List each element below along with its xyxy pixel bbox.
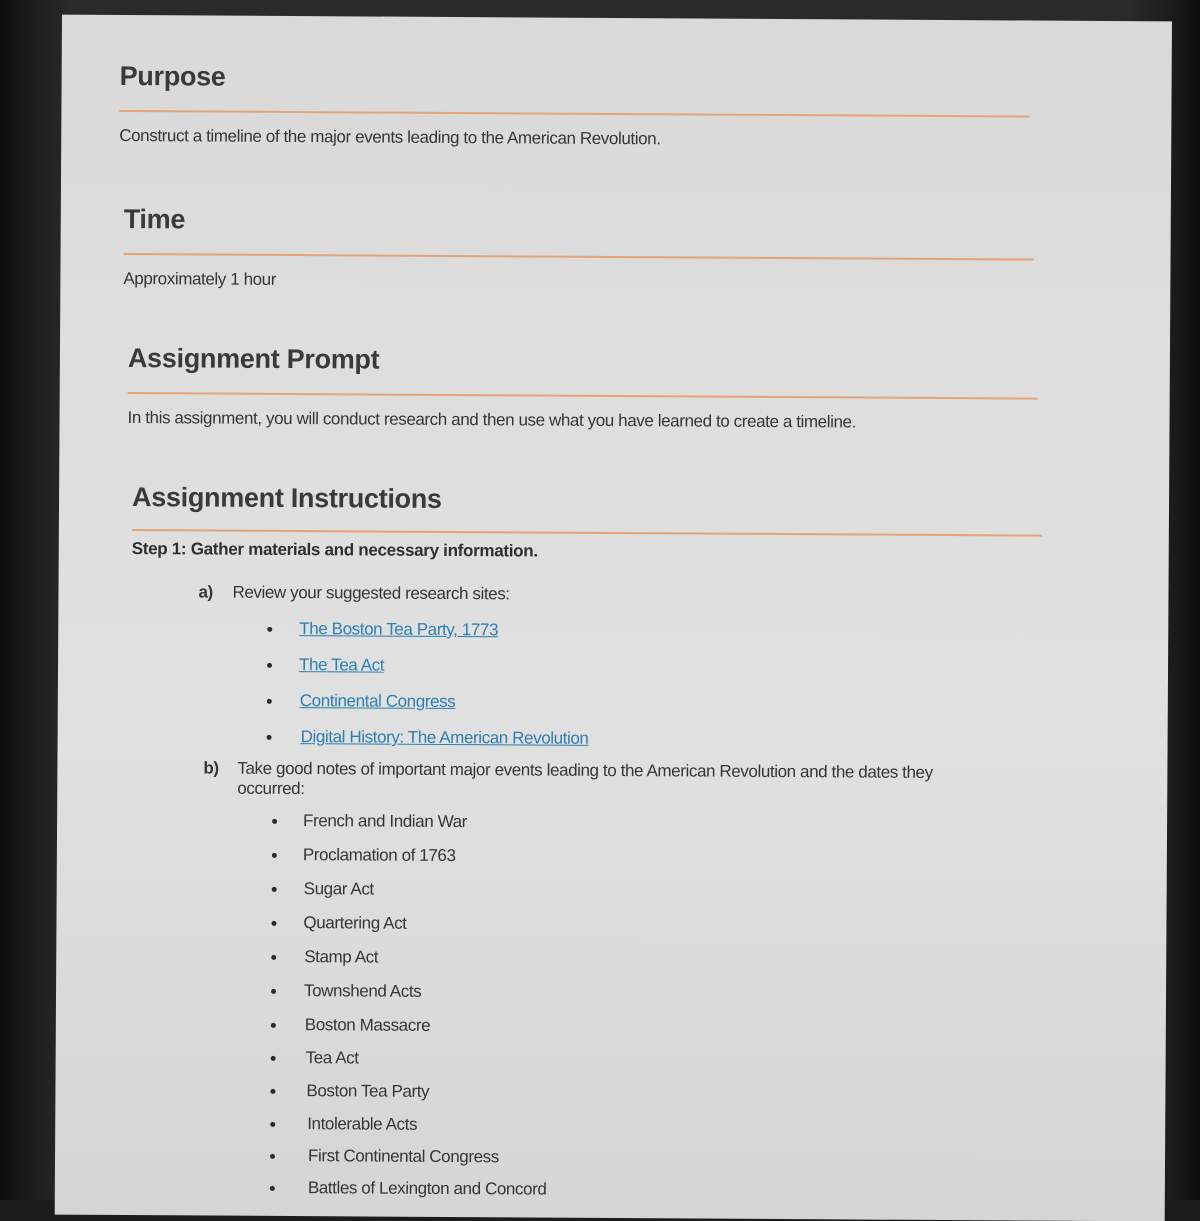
purpose-divider (119, 110, 1029, 118)
bullet-icon (271, 1023, 276, 1028)
prompt-heading: Assignment Prompt (127, 343, 380, 375)
event-label: Stamp Act (304, 947, 379, 967)
time-text: Approximately 1 hour (123, 268, 277, 289)
list-item (272, 845, 1040, 884)
substep-a-marker: a) (198, 582, 213, 602)
event-label: Quartering Act (303, 913, 407, 933)
research-link[interactable]: Continental Congress (299, 691, 456, 712)
list-item (271, 1015, 1039, 1053)
list-item (267, 691, 1041, 732)
list-item (271, 947, 1039, 986)
event-label: First Continental Congress (307, 1146, 499, 1167)
bullet-icon (271, 955, 276, 960)
event-label: Battles of Lexington and Concord (307, 1178, 547, 1199)
time-heading: Time (123, 203, 186, 235)
event-label: Sugar Act (303, 879, 374, 899)
purpose-section (119, 61, 1030, 152)
research-link[interactable]: The Boston Tea Party, 1773 (299, 619, 499, 640)
bullet-icon (271, 921, 276, 926)
list-item (270, 1114, 1038, 1151)
bullet-icon (272, 853, 277, 858)
list-item (271, 1048, 1039, 1086)
prompt-section (127, 343, 1038, 434)
event-label: Proclamation of 1763 (302, 845, 456, 866)
document-content (119, 15, 1030, 1199)
substep-b-marker: b) (203, 758, 219, 778)
prompt-divider (128, 392, 1038, 400)
research-link[interactable]: Digital History: The American Revolution (300, 727, 589, 748)
bullet-icon (270, 1122, 275, 1127)
bullet-icon (272, 887, 277, 892)
time-section (123, 204, 1034, 295)
research-link[interactable]: The Tea Act (298, 655, 385, 675)
substep-b (203, 758, 983, 803)
bullet-icon (271, 1056, 276, 1061)
bullet-icon (267, 699, 272, 704)
list-item (271, 913, 1039, 952)
instructions-section (128, 482, 1042, 1215)
purpose-heading: Purpose (119, 60, 226, 92)
bullet-icon (267, 735, 272, 740)
purpose-text: Construct a timeline of the major events leading to the American Revolution. (119, 125, 661, 149)
bullet-icon (267, 663, 272, 668)
event-label: Boston Tea Party (306, 1081, 430, 1101)
bullet-icon (272, 819, 277, 824)
events-list (270, 811, 1040, 1215)
list-item (267, 655, 1041, 696)
bullet-icon (270, 1089, 275, 1094)
bullet-icon (270, 1154, 275, 1159)
assignment-document (55, 15, 1172, 1221)
time-divider (124, 253, 1034, 261)
prompt-text: In this assignment, you will conduct research and then use what you have learned to create a timeline. (127, 408, 857, 432)
event-label: Intolerable Acts (307, 1114, 418, 1134)
list-item (271, 981, 1039, 1020)
substep-b-text: Take good notes of important major events leading to the American Revolution and the dates they occurred: (237, 758, 933, 799)
event-label: Boston Massacre (304, 1015, 431, 1035)
list-item (270, 1146, 1038, 1183)
step-1-heading: Step 1: Gather materials and necessary information. (131, 539, 538, 561)
substep-a (198, 582, 958, 607)
list-item (272, 879, 1040, 918)
bullet-icon (270, 1186, 275, 1191)
event-label: Townshend Acts (303, 981, 422, 1001)
bullet-icon (267, 627, 272, 632)
event-label: French and Indian War (303, 811, 468, 832)
bullet-icon (271, 989, 276, 994)
list-item (270, 1081, 1038, 1119)
instructions-divider (132, 529, 1042, 537)
list-item (267, 619, 1041, 660)
list-item (266, 727, 1040, 762)
event-label: Tea Act (305, 1048, 359, 1068)
instructions-heading: Assignment Instructions (131, 482, 442, 514)
list-item (272, 811, 1040, 850)
research-links-list (266, 619, 1041, 762)
substep-a-text: Review your suggested research sites: (232, 582, 510, 604)
list-item (270, 1178, 1038, 1215)
